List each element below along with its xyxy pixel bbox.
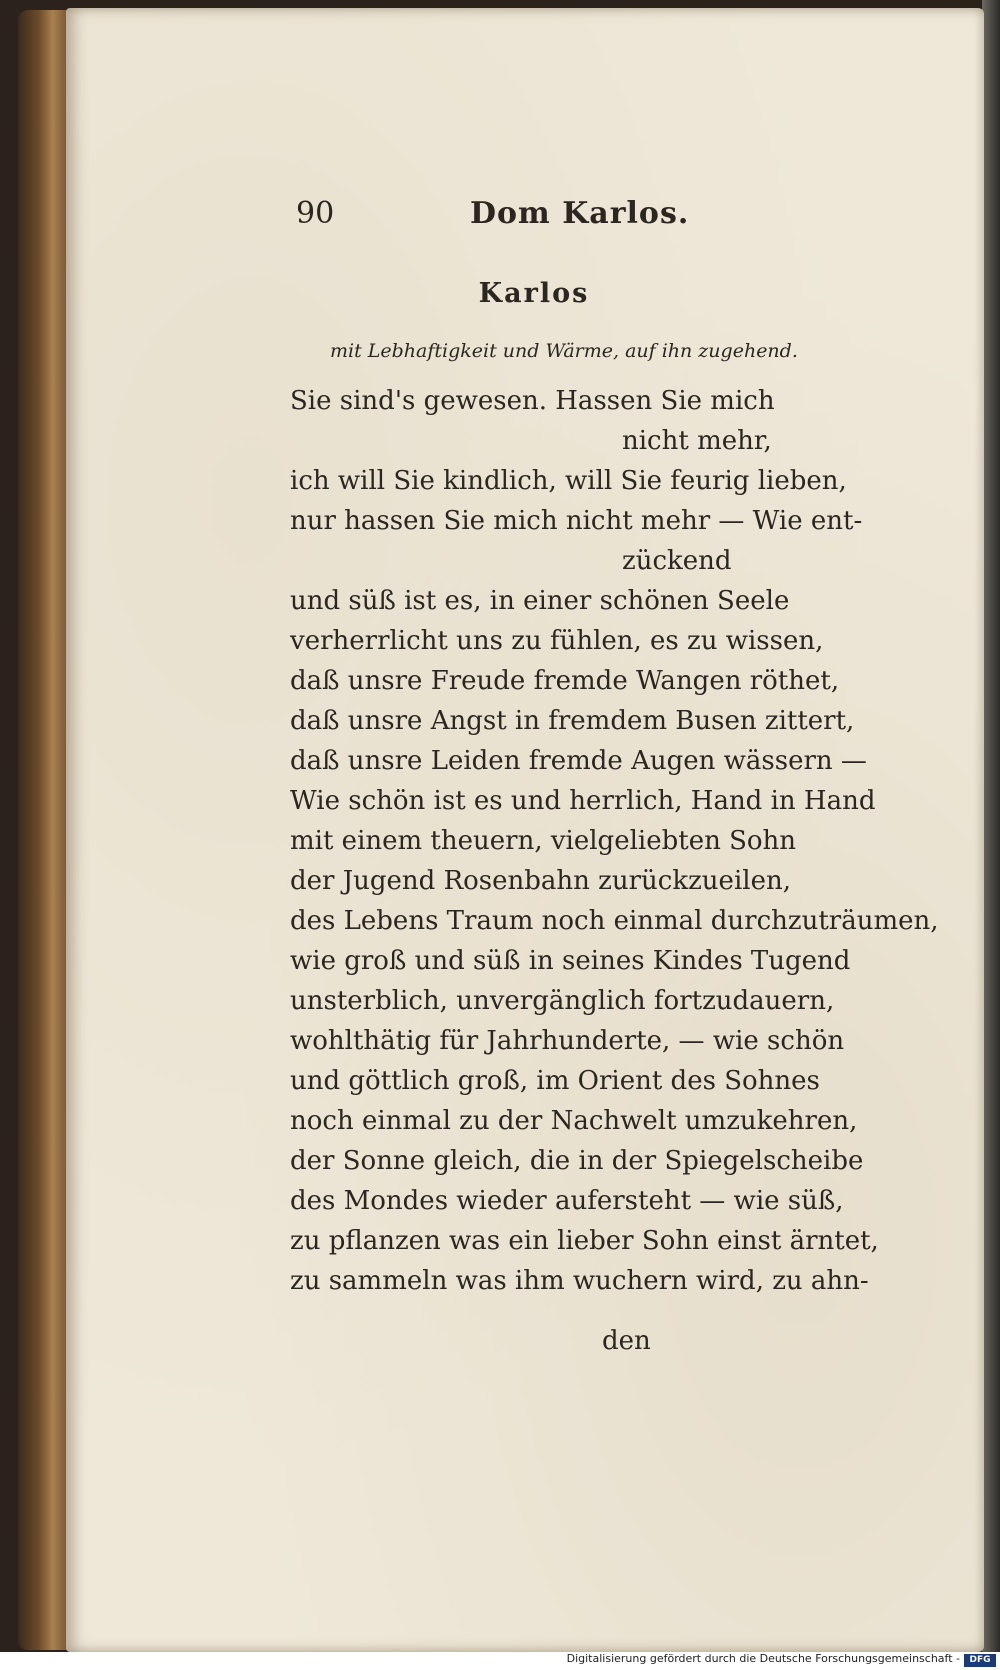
- verse-line: daß unsre Freude fremde Wangen röthet,: [290, 666, 840, 696]
- verse-line: unsterblich, unvergänglich fortzudauern,: [290, 986, 835, 1016]
- verse-line-continuation: zückend: [622, 546, 732, 576]
- verse-line: der Sonne gleich, die in der Spiegelscheibe: [290, 1146, 864, 1176]
- verse-line: daß unsre Angst in fremdem Busen zittert,: [290, 706, 855, 736]
- verse-line: wie groß und süß in seines Kindes Tugend: [290, 946, 851, 976]
- verse-line: noch einmal zu der Nachwelt umzukehren,: [290, 1106, 858, 1136]
- verse-line: Wie schön ist es und herrlich, Hand in Hand: [290, 786, 876, 816]
- verse-line: Sie sind's gewesen. Hassen Sie mich: [290, 386, 775, 416]
- verse-line: des Mondes wieder aufersteht — wie süß,: [290, 1186, 844, 1216]
- verse-line: zu pflanzen was ein lieber Sohn einst ärntet,: [290, 1226, 879, 1256]
- page-number: 90: [296, 196, 335, 231]
- book-right-edge: [982, 0, 1000, 1660]
- verse-line: zu sammeln was ihm wuchern wird, zu ahn-: [290, 1266, 869, 1296]
- digitization-footer: [0, 1652, 1000, 1670]
- verse-line: verherrlicht uns zu fühlen, es zu wissen,: [290, 626, 824, 656]
- dfg-logo-icon: DFG: [964, 1654, 996, 1667]
- verse-line: daß unsre Leiden fremde Augen wässern —: [290, 746, 867, 776]
- verse-line: und süß ist es, in einer schönen Seele: [290, 586, 790, 616]
- verse-line: nur hassen Sie mich nicht mehr — Wie ent-: [290, 506, 863, 536]
- running-title: Dom Karlos.: [470, 196, 690, 231]
- page-header: [0, 196, 1000, 240]
- verse-line: der Jugend Rosenbahn zurückzueilen,: [290, 866, 791, 896]
- verse-line: des Lebens Traum noch einmal durchzuträumen,: [290, 906, 939, 936]
- verse-line: mit einem theuern, vielgeliebten Sohn: [290, 826, 797, 856]
- verse-line: wohlthätig für Jahrhunderte, — wie schön: [290, 1026, 845, 1056]
- stage-direction: mit Lebhaftigkeit und Wärme, auf ihn zugehend.: [330, 340, 798, 362]
- footer-credit: Digitalisierung gefördert durch die Deutsche Forschungsgemeinschaft -: [566, 1652, 960, 1665]
- verse-line-continuation: nicht mehr,: [622, 426, 772, 456]
- speaker-name: Karlos: [478, 278, 590, 309]
- catchword: den: [602, 1326, 651, 1356]
- verse-line: ich will Sie kindlich, will Sie feurig lieben,: [290, 466, 847, 496]
- verse-line: und göttlich groß, im Orient des Sohnes: [290, 1066, 820, 1096]
